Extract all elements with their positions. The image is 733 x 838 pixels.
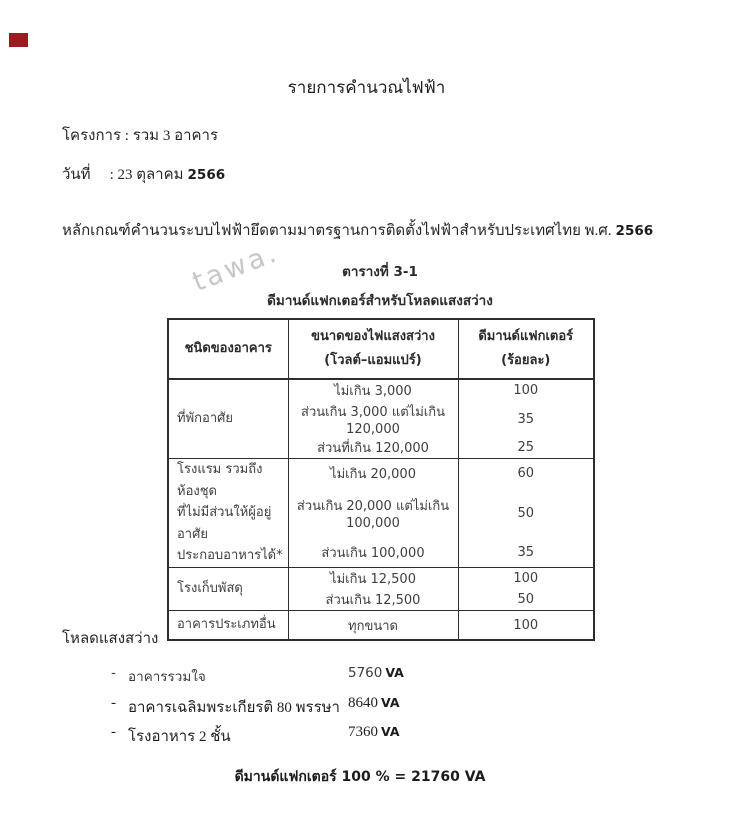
load-item [0, 695, 733, 725]
criteria-text: หลักเกณฑ์คำนวนระบบไฟฟ้ายึดตามมาตรฐานการติดตั้งไฟฟ้าสำหรับประเทศไทย พ.ศ. [62, 223, 612, 239]
lighting-size-cell: ส่วนเกิน 100,000 [288, 538, 458, 567]
load-item-value: 7360 VA [348, 724, 400, 740]
building-type-cell: ที่พักอาศัย [168, 379, 288, 459]
page-title: รายการคำนวณไฟฟ้า [287, 78, 446, 97]
total-demand-line: ดีมานด์แฟกเตอร์ 100 % = 21760 VA [234, 769, 486, 785]
table-caption-title: ดีมานด์แฟกเตอร์สำหรับโหลดแสงสว่าง [267, 293, 493, 309]
table-caption-number: ตารางที่ 3-1 [342, 264, 418, 280]
demand-factor-cell: 100 [458, 379, 594, 401]
list-dash: - [111, 724, 116, 740]
table-row [168, 379, 594, 401]
date-line [62, 162, 225, 186]
lighting-size-cell: ส่วนเกิน 12,500 [288, 589, 458, 611]
header-lighting-size: ขนาดของไฟแสงสว่าง (โวลต์–แอมแปร์) [288, 319, 458, 379]
demand-factor-cell: 50 [458, 589, 594, 611]
demand-factor-cell: 35 [458, 401, 594, 437]
load-item [0, 724, 733, 754]
project-line: โครงการ : รวม 3 อาคาร [62, 128, 219, 144]
load-item-value: 5760 VA [348, 665, 404, 681]
red-stamp [9, 33, 28, 47]
table-header-row [168, 319, 594, 379]
date-value: : 23 ตุลาคม [109, 167, 184, 183]
criteria-line [62, 218, 653, 242]
lighting-size-cell: ส่วนเกิน 3,000 แต่ไม่เกิน 120,000 [288, 401, 458, 437]
load-item-value: 8640 VA [348, 694, 400, 711]
load-item [0, 665, 733, 695]
table-row [168, 459, 594, 489]
demand-factor-cell: 60 [458, 459, 594, 489]
lighting-load-list [0, 665, 733, 754]
lighting-load-heading: โหลดแสงสว่าง [62, 631, 159, 647]
load-item-unit: VA [381, 724, 400, 739]
demand-factor-cell: 50 [458, 489, 594, 538]
header-demand-factor: ดีมานด์แฟกเตอร์ (ร้อยละ) [458, 319, 594, 379]
list-dash: - [111, 694, 116, 711]
building-type-cell: โรงเก็บพัสดุ [168, 567, 288, 610]
date-year: 2566 [187, 167, 226, 183]
lighting-size-cell: ส่วนเกิน 20,000 แต่ไม่เกิน 100,000 [288, 489, 458, 538]
demand-factor-table [167, 318, 595, 641]
load-item-name: โรงอาหาร 2 ชั้น [128, 729, 231, 745]
load-item-name: อาคารเฉลิมพระเกียรติ 80 พรรษา [128, 699, 340, 716]
load-item-name: อาคารรวมใจ [128, 669, 206, 685]
load-item-unit: VA [385, 665, 404, 680]
lighting-size-cell: ส่วนที่เกิน 120,000 [288, 437, 458, 459]
criteria-year: 2566 [615, 223, 654, 239]
lighting-size-cell: ทุกขนาด [288, 610, 458, 640]
table-row [168, 610, 594, 640]
date-label: วันที่ [62, 167, 91, 183]
demand-factor-cell: 100 [458, 567, 594, 589]
load-item-unit: VA [381, 694, 400, 710]
lighting-size-cell: ไม่เกิน 3,000 [288, 379, 458, 401]
building-type-cell: โรงแรม รวมถึง ห้องชุด ที่ไม่มีส่วนให้ผู้อยู่อาศัย ประกอบอาหารได้* [168, 459, 288, 568]
list-dash: - [111, 665, 116, 681]
demand-factor-cell: 25 [458, 437, 594, 459]
lighting-size-cell: ไม่เกิน 20,000 [288, 459, 458, 489]
building-type-cell: อาคารประเภทอื่น [168, 610, 288, 640]
lighting-size-cell: ไม่เกิน 12,500 [288, 567, 458, 589]
watermark: tawa. [188, 237, 283, 298]
table-caption [167, 260, 593, 311]
table-row [168, 567, 594, 589]
header-building-type: ชนิดของอาคาร [168, 319, 288, 379]
demand-factor-cell: 100 [458, 610, 594, 640]
demand-factor-cell: 35 [458, 538, 594, 567]
